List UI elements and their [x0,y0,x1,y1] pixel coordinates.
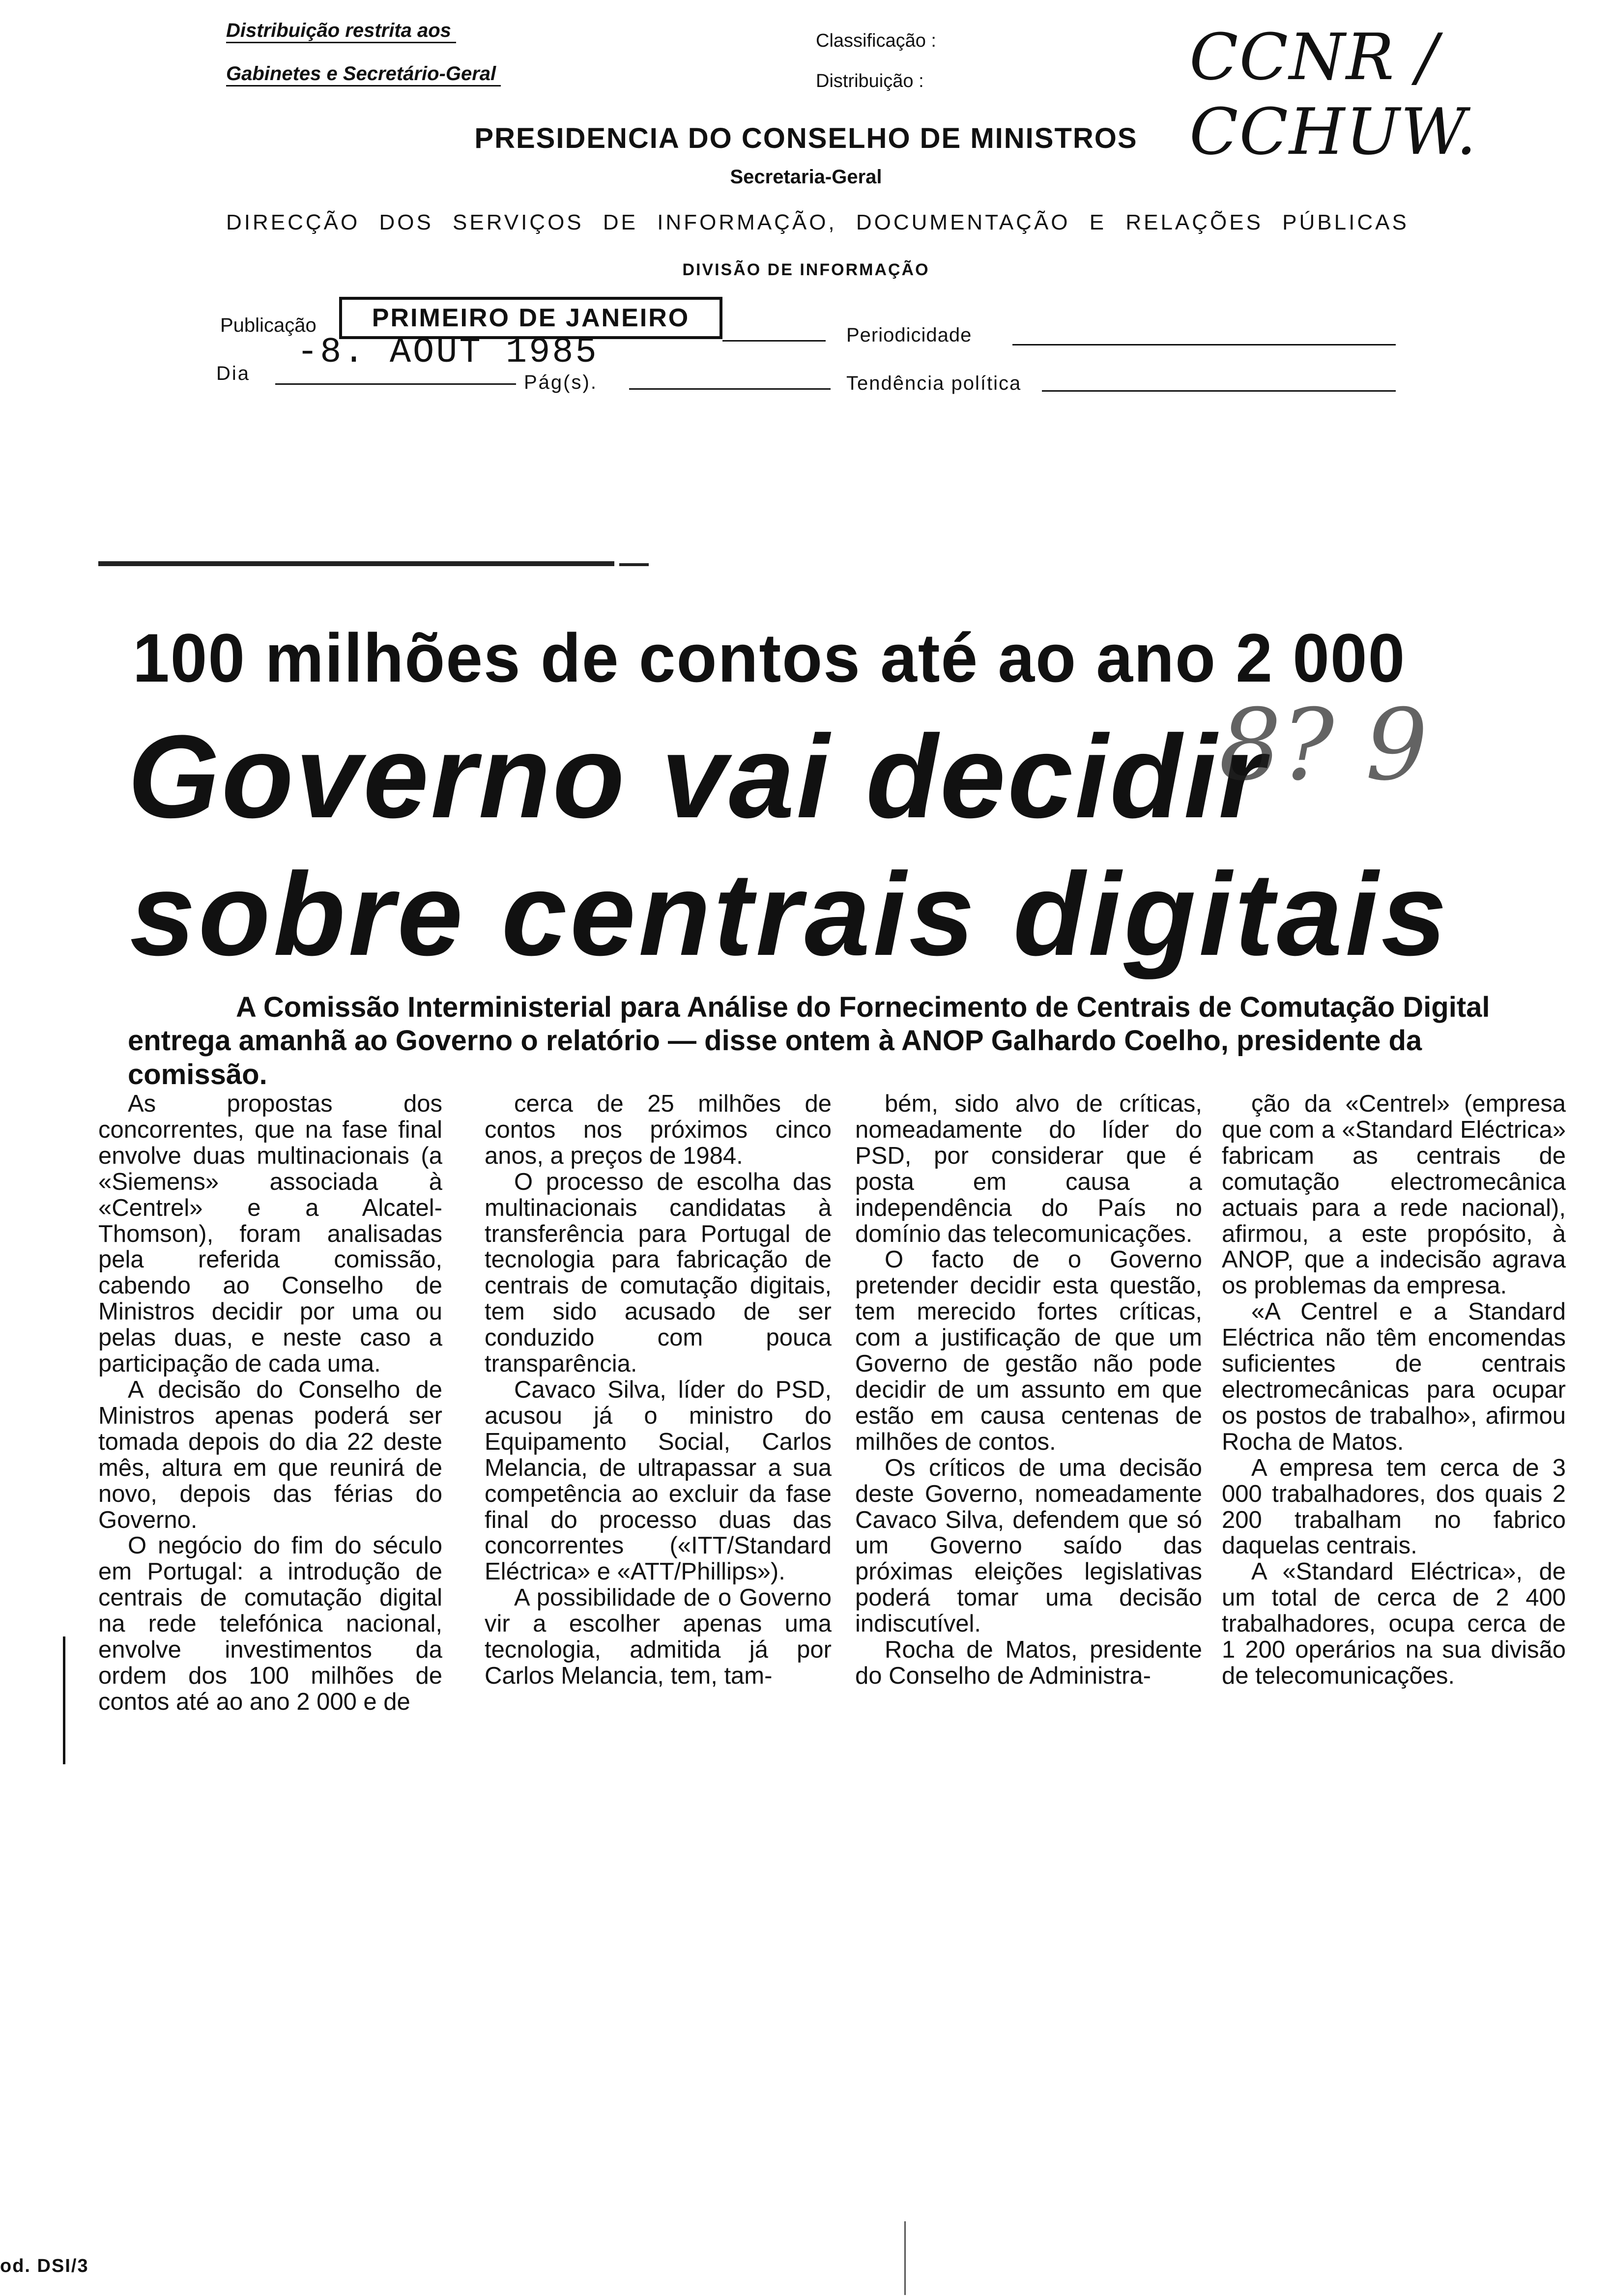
article-column-2 [485,1091,832,1689]
column-paragraph: Rocha de Matos, presidente do Conselho de Administra- [855,1636,1202,1689]
periodicity-rule [1012,344,1396,345]
pages-label: Pág(s). [524,372,598,393]
publication-rule [722,340,826,342]
division-title: DIVISÃO DE INFORMAÇÃO [682,260,930,279]
column-paragraph: «A Centrel e a Standard Eléctrica não têm encomendas suficientes de centrais electromecânicas para ocupar os postos de trabalho», afirmou Rocha de Matos. [1222,1298,1566,1455]
political-tendency-rule [1042,390,1396,392]
headline-line1: Governo vai decidir [128,711,1267,842]
column-paragraph: Os críticos de uma decisão deste Governo, nomeadamente Cavaco Silva, defendem que só um Governo saído das próximas eleições legislativas poderá tomar uma decisão indiscutível. [855,1454,1202,1637]
handwritten-scribble: 8? 9 [1219,688,1428,803]
clipping-top-rule-small [619,563,649,566]
column-paragraph: A decisão do Conselho de Ministros apenas poderá ser tomada depois do dia 22 deste mês, altura em que reunirá de novo, depois das férias do Governo. [98,1376,442,1533]
publication-label: Publicação [220,315,317,336]
article-column-4 [1222,1091,1566,1689]
classification-label: Classificação : [816,30,936,51]
clipping-top-rule [98,561,614,566]
periodicity-label: Periodicidade [846,324,972,346]
column-paragraph: ção da «Centrel» (empresa que com a «Standard Eléctrica» fabricam as centrais de comutação electromecânica actuais para a rede nacional), afirmou, a este propósito, à ANOP, que a indecisão agrava os problemas da empresa. [1222,1091,1566,1299]
margin-mark [63,1636,65,1764]
column-paragraph: As propostas dos concorrentes, que na fase final envolve duas multinacionais (a «Siemens» associada à «Centrel» e a Alcatel-Thomson), foram analisadas pela referida comissão, cabendo ao Conselho de Ministros decidir por uma ou pelas duas, e neste caso a participação de cada uma. [98,1091,442,1378]
headline-line2: sobre centrais digitais [130,848,1450,980]
handwritten-note: CCNR / CCHUW. [1189,20,1478,169]
column-paragraph: A possibilidade de o Governo vir a escolher apenas uma tecnologia, admitida já por Carlos Melancia, tem, tam- [485,1584,832,1689]
secretariat-title: Secretaria-Geral [730,166,882,188]
column-paragraph: bém, sido alvo de críticas, nomeadamente do líder do PSD, por considerar que é posta em causa a independência do País no domínio das telecomunicações. [855,1091,1202,1247]
restricted-distribution-line2: Gabinetes e Secretário-Geral [226,63,501,86]
political-tendency-label: Tendência política [846,373,1022,394]
publication-stamp: PRIMEIRO DE JANEIRO [339,297,722,339]
day-stamp: -8. AOUT 1985 [297,332,599,373]
column-paragraph: cerca de 25 milhões de contos nos próximos cinco anos, a preços de 1984. [485,1091,832,1169]
column-paragraph: O facto de o Governo pretender decidir esta questão, tem merecido fortes críticas, com a justificação de que um Governo de gestão não pode decidir de um assunto em que estão em causa centenas de milhões de contos. [855,1246,1202,1455]
article-kicker: 100 milhões de contos até ao ano 2 000 [133,619,1406,696]
column-paragraph: O processo de escolha das multinacionais candidatas à transferência para Portugal de tecnologia para fabricação de centrais de comutação digitais, tem sido acusado de ser conduzido com pouca transparência. [485,1168,832,1378]
column-paragraph: Cavaco Silva, líder do PSD, acusou já o ministro do Equipamento Social, Carlos Melancia, de ultrapassar a sua competência ao excluir da fase final do processo duas das concorrentes («ITT/Standard Eléctrica» e «ATT/Phillips»). [485,1376,832,1585]
directorate-title: DIRECÇÃO DOS SERVIÇOS DE INFORMAÇÃO, DOCUMENTAÇÃO E RELAÇÕES PÚBLICAS [226,210,1409,234]
form-code: od. DSI/3 [0,2256,89,2276]
day-label: Dia [216,363,251,384]
day-rule [275,383,516,385]
column-paragraph: A «Standard Eléctrica», de um total de cerca de 2 400 trabalhadores, ocupa cerca de 1 200 operários na sua divisão de telecomunicações. [1222,1558,1566,1689]
column-paragraph: O negócio do fim do século em Portugal: a introdução de centrais de comutação digital na rede telefónica nacional, envolve investimentos da ordem dos 100 milhões de contos até ao ano 2 000 e de [98,1532,442,1715]
organization-title: PRESIDENCIA DO CONSELHO DE MINISTROS [474,122,1138,154]
article-lead: A Comissão Interministerial para Análise do Fornecimento de Centrais de Comutação Digital entrega amanhã ao Governo o relatório — disse ontem à ANOP Galhardo Coelho, presidente da comissão. [128,991,1490,1091]
article-column-3 [855,1091,1202,1689]
fold-mark [904,2221,906,2295]
restricted-distribution-line1: Distribuição restrita aos [226,20,456,43]
pages-rule [629,388,831,390]
distribution-label: Distribuição : [816,71,924,91]
article-column-1 [98,1091,442,1715]
column-paragraph: A empresa tem cerca de 3 000 trabalhadores, dos quais 2 200 trabalham no fabrico daquelas centrais. [1222,1454,1566,1559]
